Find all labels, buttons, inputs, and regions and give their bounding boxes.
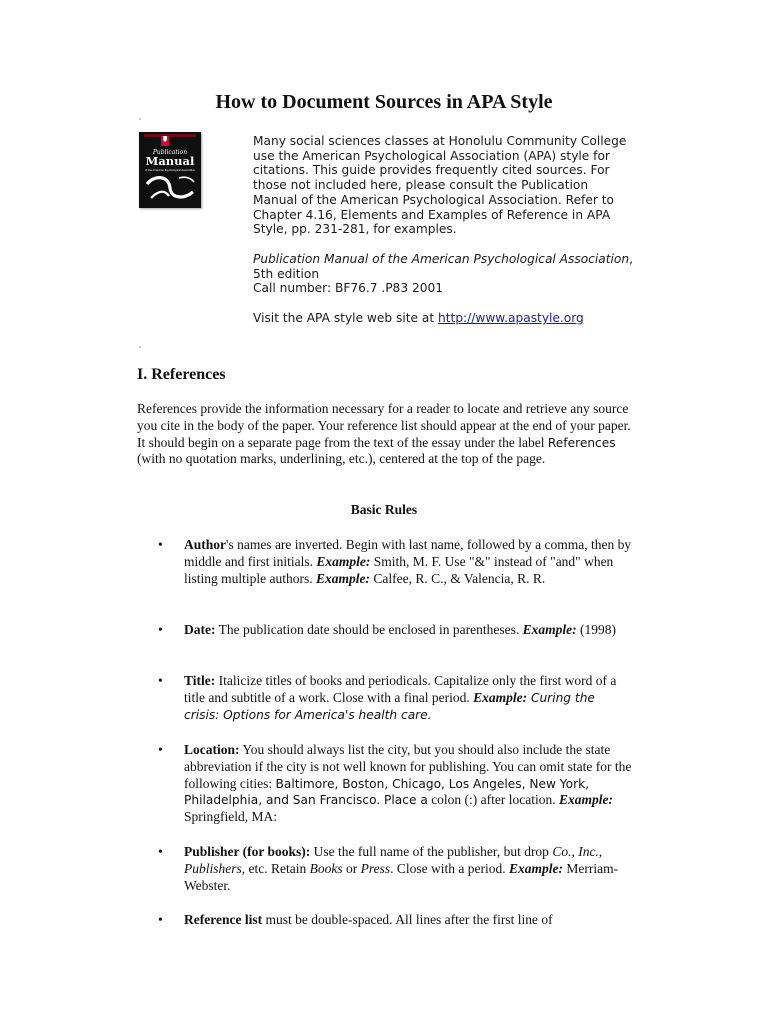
rule-term: Title: <box>184 673 216 688</box>
rule-text: The publication date should be enclosed in parentheses. <box>215 622 523 637</box>
example-label: Example: <box>473 689 528 705</box>
example-label: Example: <box>316 570 370 586</box>
document-title: How to Document Sources in APA Style <box>215 91 553 113</box>
rule-text: You should always list the city, but you should also include the state abbreviation if the city is not well known for publishing. You can omit state for the following cities: <box>184 742 632 791</box>
bullet-marker: • <box>158 912 163 927</box>
rule-reference-list <box>184 912 634 929</box>
drop-terms: Co., Inc., Publishers <box>184 844 603 876</box>
example-label: Example: <box>508 860 563 876</box>
rule-location <box>184 742 634 826</box>
bullet-marker: • <box>158 844 163 859</box>
references-label: References <box>547 435 616 450</box>
rule-term: Reference list <box>184 912 263 927</box>
retain-term: Press <box>360 860 391 876</box>
references-paragraph <box>137 401 637 468</box>
example-label: Example: <box>522 622 577 637</box>
visit-text: Visit the APA style web site at <box>253 311 439 326</box>
apa-style-link[interactable]: http://www.apastyle.org <box>438 311 584 326</box>
rule-date <box>184 622 634 639</box>
visit-line <box>253 311 633 326</box>
basic-rules-heading: Basic Rules <box>350 502 418 517</box>
svg-text:Manual: Manual <box>145 154 195 168</box>
rule-term: Publisher (for books): <box>184 844 311 859</box>
bullet-marker: • <box>158 742 163 757</box>
apa-manual-cover-image <box>139 132 201 208</box>
rule-text: 's names are inverted. Begin with last name, followed by a comma, then by middle and first initials. <box>184 537 632 569</box>
rule-text: Merriam-Webster. <box>184 860 619 893</box>
manual-title: Publication Manual of the American Psychological Association <box>253 251 630 266</box>
rule-author <box>184 537 634 587</box>
rule-text: Springfield, MA: <box>184 809 277 825</box>
references-text: References provide the information necessary for a reader to locate and retrieve any source you cite in the body of the paper. Your reference list should appear at the end of your paper. It should begin on a separate page from the text of the essay under the label <box>137 401 631 450</box>
manual-citation <box>253 252 633 296</box>
rule-term: Author <box>184 537 227 552</box>
bullet-marker: • <box>158 622 163 637</box>
rule-text: . Close with a period. <box>390 860 509 876</box>
apa-manual-cover-icon <box>139 132 201 208</box>
city-list: Baltimore, Boston, Chicago, Los Angeles, New York, Philadelphia, and San Francisco. Place a <box>184 776 590 808</box>
rule-text: Smith, M. F. Use "&" instead of "and" when listing multiple authors. <box>184 553 614 586</box>
manual-edition: , 5th edition <box>253 251 633 281</box>
rule-text: colon (:) after location. <box>427 792 560 808</box>
section-heading-references: I. References <box>137 366 226 383</box>
bullet-marker: • <box>158 537 163 552</box>
example-sample: Curing the crisis: Options for America's health care. <box>184 690 595 722</box>
retain-term: Books <box>309 860 343 876</box>
rule-text: or <box>342 860 361 876</box>
svg-text:of the American Psychological: of the American Psychological Association <box>144 169 196 172</box>
rule-text: Use the full name of the publisher, but drop <box>310 844 553 859</box>
rule-text: must be double-spaced. All lines after the first line of <box>262 912 553 927</box>
rule-text: Italicize titles of books and periodicals. Capitalize only the first word of a title and subtitle of a work. Close with a final period. <box>184 673 617 705</box>
intro-paragraph: Many social sciences classes at Honolulu Community College use the American Psychological Association (APA) style for citations. This guide provides frequently cited sources. For those not included here, please consult the Publication Manual of the American Psychological Association. Refer to Chapter 4.16, Elements and Examples of Reference in APA Style, pp. 231-281, for examples. <box>253 134 627 237</box>
rule-publisher <box>184 844 634 894</box>
call-number: Call number: BF76.7 .P83 2001 <box>253 281 443 296</box>
svg-text:Publication: Publication <box>152 149 188 156</box>
rule-term: Location: <box>184 742 240 757</box>
rule-text: (1998) <box>576 622 617 637</box>
rule-text: Calfee, R. C., & Valencia, R. R. <box>370 570 546 586</box>
references-text-end: (with no quotation marks, underlining, etc.), centered at the top of the page. <box>137 451 546 467</box>
margin-mark <box>139 118 141 120</box>
example-label: Example: <box>559 792 614 808</box>
rule-title <box>184 673 634 723</box>
margin-mark <box>139 346 141 348</box>
bullet-marker: • <box>158 673 163 688</box>
intro-block <box>253 134 633 326</box>
rule-text: , etc. Retain <box>241 860 310 876</box>
rule-term: Date: <box>184 622 216 637</box>
example-label: Example: <box>316 553 371 569</box>
